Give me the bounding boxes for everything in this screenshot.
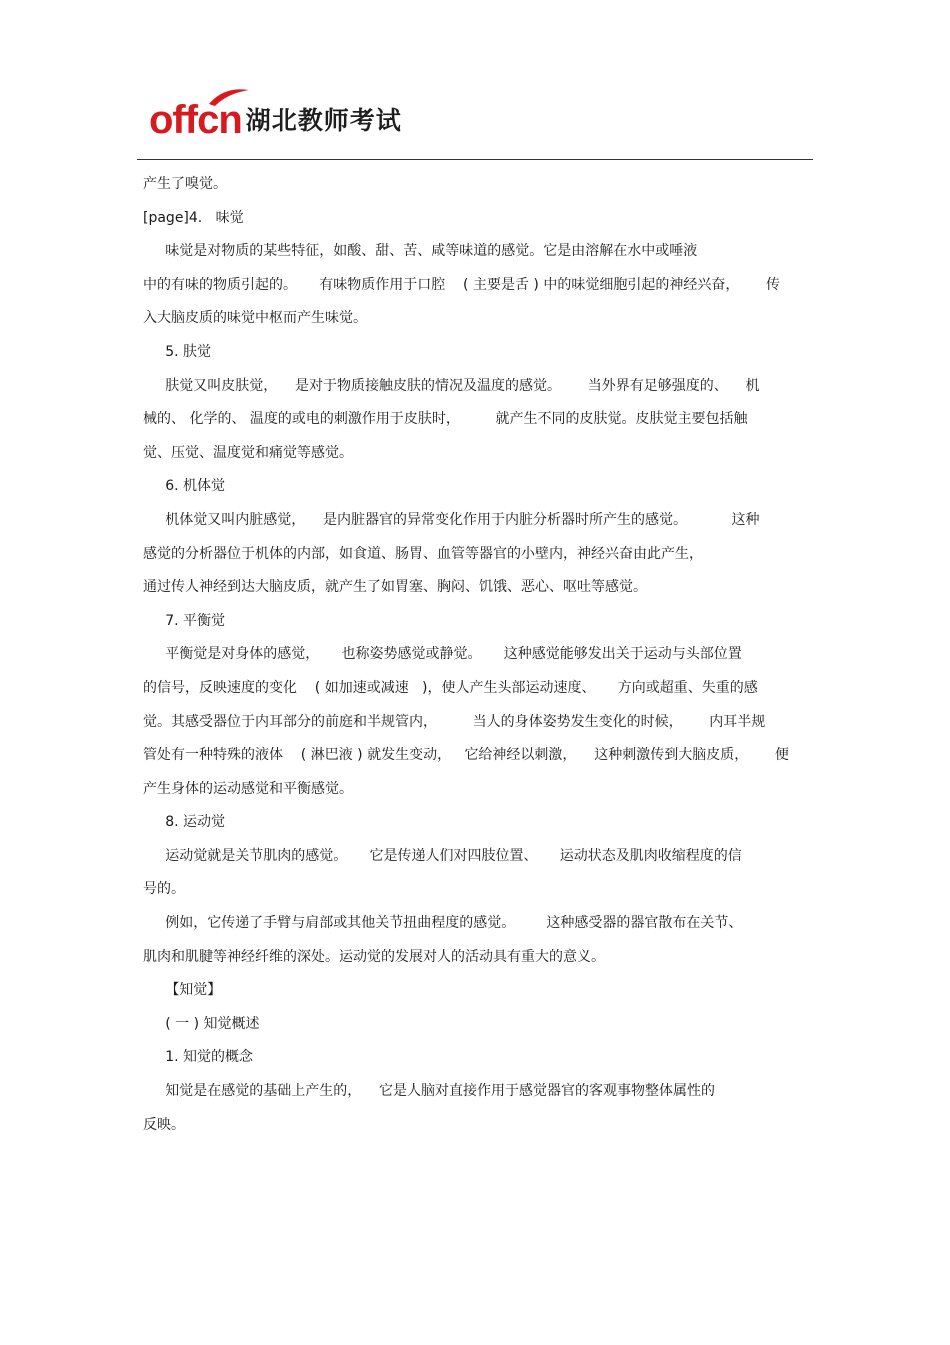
text-line: 管处有一种特殊的液体 ( 淋巴液 ) 就发生变动， 它给神经以刺激， 这种刺激传到大脑皮质， 便 — [143, 747, 789, 764]
text-line: 感觉的分析器位于机体的内部，如食道、肠胃、血管等器官的小壁内，神经兴奋由此产生， — [143, 545, 703, 562]
logo-swoosh-icon — [207, 86, 251, 108]
text-line: 8. 运动觉 — [143, 814, 226, 831]
logo-cn-text: 湖北教师考试 — [245, 106, 402, 135]
text-line: 味觉是对物质的某些特征，如酸、甜、苦、咸等味道的感觉。它是由溶解在水中或唾液 — [143, 243, 698, 260]
text-line: 7. 平衡觉 — [143, 612, 226, 629]
text-line: 械的、 化学的、 温度的或电的刺激作用于皮肤时， 就产生不同的皮肤觉。皮肤觉主要包括触 — [143, 411, 748, 428]
text-line: 【知觉】 — [143, 982, 222, 999]
page-header — [137, 86, 813, 160]
text-line: 的信号，反映速度的变化 ( 如加速或减速 )，使人产生头部运动速度、 方向或超重、失重的感 — [143, 679, 758, 696]
text-line: 5. 肤觉 — [143, 343, 212, 360]
text-line: 号的。 — [143, 881, 185, 898]
text-line: 入大脑皮质的味觉中枢而产生味觉。 — [143, 310, 367, 327]
text-line: 产生身体的运动感觉和平衡感觉。 — [143, 780, 353, 797]
text-line: 产生了嗅觉。 — [143, 176, 227, 192]
text-line: 1. 知觉的概念 — [143, 1049, 254, 1066]
text-line: 觉、压觉、温度觉和痛觉等感觉。 — [143, 444, 353, 461]
text-line: 6. 机体觉 — [143, 478, 226, 495]
text-line: 反映。 — [143, 1116, 185, 1133]
text-line: 通过传人神经到达大脑皮质，就产生了如胃塞、胸闷、饥饿、恶心、呕吐等感觉。 — [143, 579, 647, 596]
text-line: [page]4. 味觉 — [143, 209, 244, 226]
text-line: 中的有味的物质引起的。 有味物质作用于口腔 ( 主要是舌 ) 中的味觉细胞引起的神经兴奋， 传 — [143, 276, 781, 293]
text-line: 知觉是在感觉的基础上产生的， 它是人脑对直接作用于感觉器官的客观事物整体属性的 — [143, 1083, 716, 1100]
header-divider — [137, 159, 813, 160]
text-line: 觉。其感受器位于内耳部分的前庭和半规管内， 当人的身体姿势发生变化的时候， 内耳半规 — [143, 713, 766, 730]
text-line: ( 一 ) 知觉概述 — [143, 1015, 260, 1032]
text-line: 平衡觉是对身体的感觉， 也称姿势感觉或静觉。 这种感觉能够发出关于运动与头部位置 — [143, 646, 742, 663]
text-line: 肌肉和肌腱等神经纤维的深处。运动觉的发展对人的活动具有重大的意义。 — [143, 948, 605, 965]
text-line: 肤觉又叫皮肤觉， 是对于物质接触皮肤的情况及温度的感觉。 当外界有足够强度的、 机 — [143, 377, 760, 394]
text-line: 机体觉又叫内脏感觉， 是内脏器官的异常变化作用于内脏分析器时所产生的感觉。 这种 — [143, 511, 760, 528]
logo-latin-text: offcn — [149, 98, 242, 142]
text-line: 运动觉就是关节肌肉的感觉。 它是传递人们对四肢位置、 运动状态及肌肉收缩程度的信 — [143, 847, 742, 864]
offcn-logo — [149, 92, 402, 140]
document-body — [143, 168, 808, 1142]
text-line: 例如，它传递了手臂与肩部或其他关节扭曲程度的感觉。 这种感受器的器官散布在关节、 — [143, 915, 743, 932]
